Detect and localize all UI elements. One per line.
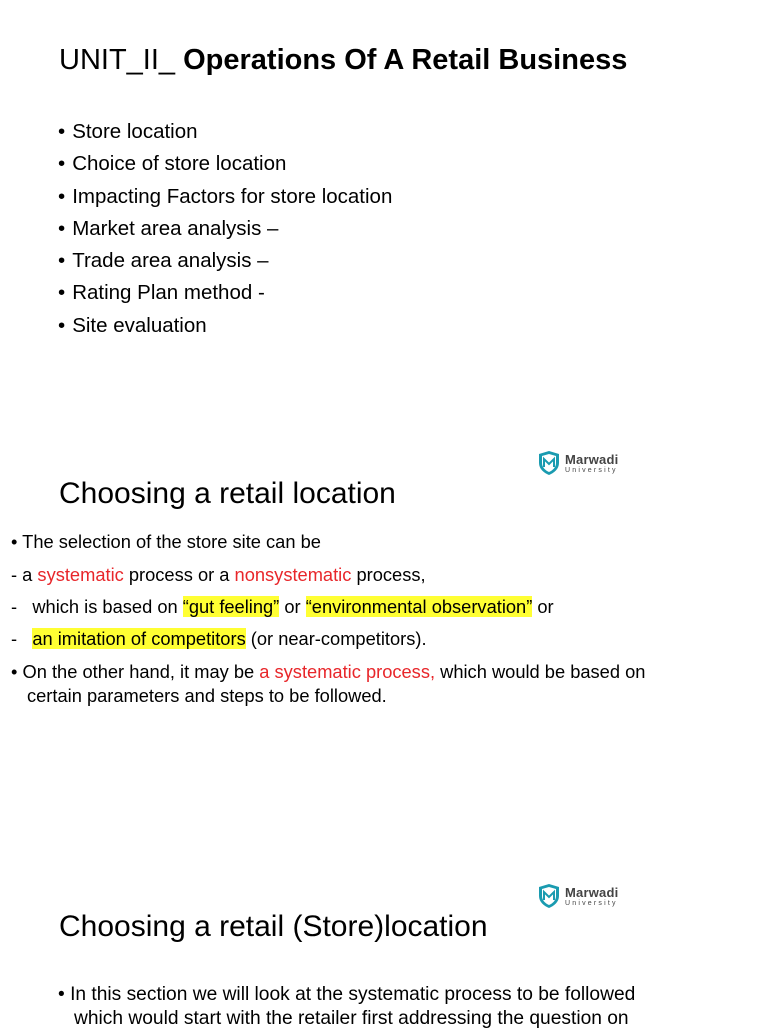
slide1-title-prefix: UNIT_II_ (59, 44, 176, 76)
slide2-title: Choosing a retail location (59, 477, 396, 510)
list-item: • Trade area analysis – (58, 245, 392, 277)
slide1-title (59, 44, 627, 77)
list-item: • Choice of store location (58, 148, 392, 180)
bullet-dot: • (58, 984, 71, 1005)
slide2-line-4 (11, 627, 427, 651)
list-item: • Site evaluation (58, 310, 392, 342)
nonsystematic-highlight: nonsystematic (234, 564, 352, 585)
slide3-title: Choosing a retail (Store)location (59, 910, 488, 943)
text-span: or (279, 596, 306, 617)
text-span: process, (351, 564, 426, 585)
text-span: On the other hand, it may be (22, 661, 260, 682)
logo-name: Marwadi (565, 451, 619, 467)
list-item: • Market area analysis – (58, 213, 392, 245)
slide2-line-1-text: The selection of the store site can be (22, 531, 321, 552)
bullet-dot: • (11, 661, 23, 682)
slide2-line-5 (11, 660, 645, 684)
list-item: • Store location (58, 116, 392, 148)
text-span: or (532, 596, 554, 617)
slide2-line-1 (11, 530, 321, 554)
text-span: process or a (123, 564, 235, 585)
slide3-line-1-text: In this section we will look at the systematic process to be followed (70, 984, 636, 1005)
gut-feeling-highlight: “gut feeling” (182, 596, 280, 617)
slide1-title-bold: Operations Of A Retail Business (183, 44, 628, 76)
text-span: which is based on (32, 596, 183, 617)
systematic-highlight: systematic (37, 564, 124, 585)
shield-icon (537, 883, 561, 909)
slide3-line-2: which would start with the retailer first addressing the question on (74, 1008, 629, 1029)
logo-subtitle: University (565, 899, 618, 907)
list-item: • Rating Plan method - (58, 277, 392, 309)
text-span: which would be based on (435, 661, 646, 682)
bullet-dot: • (11, 531, 23, 552)
list-item: • Impacting Factors for store location (58, 181, 392, 213)
slide2-line-6: certain parameters and steps to be followed. (27, 685, 387, 706)
university-logo (537, 883, 618, 909)
shield-icon (537, 450, 561, 476)
logo-name: Marwadi (565, 884, 619, 900)
dash-marker: - (11, 628, 33, 649)
environmental-observation-highlight: “environmental observation” (305, 596, 533, 617)
text-span: a (22, 564, 38, 585)
slide2-line-2 (11, 563, 426, 587)
dash-marker: - (11, 564, 23, 585)
imitation-highlight: an imitation of competitors (32, 628, 246, 649)
university-logo (537, 450, 618, 476)
slide1-bullet-list (58, 116, 392, 342)
slide3-line-1 (58, 983, 635, 1007)
text-span: (or near-competitors). (245, 628, 427, 649)
slide2-line-3 (11, 595, 554, 619)
dash-marker: - (11, 596, 33, 617)
logo-subtitle: University (565, 466, 618, 474)
systematic-process-highlight: a systematic process, (259, 661, 436, 682)
